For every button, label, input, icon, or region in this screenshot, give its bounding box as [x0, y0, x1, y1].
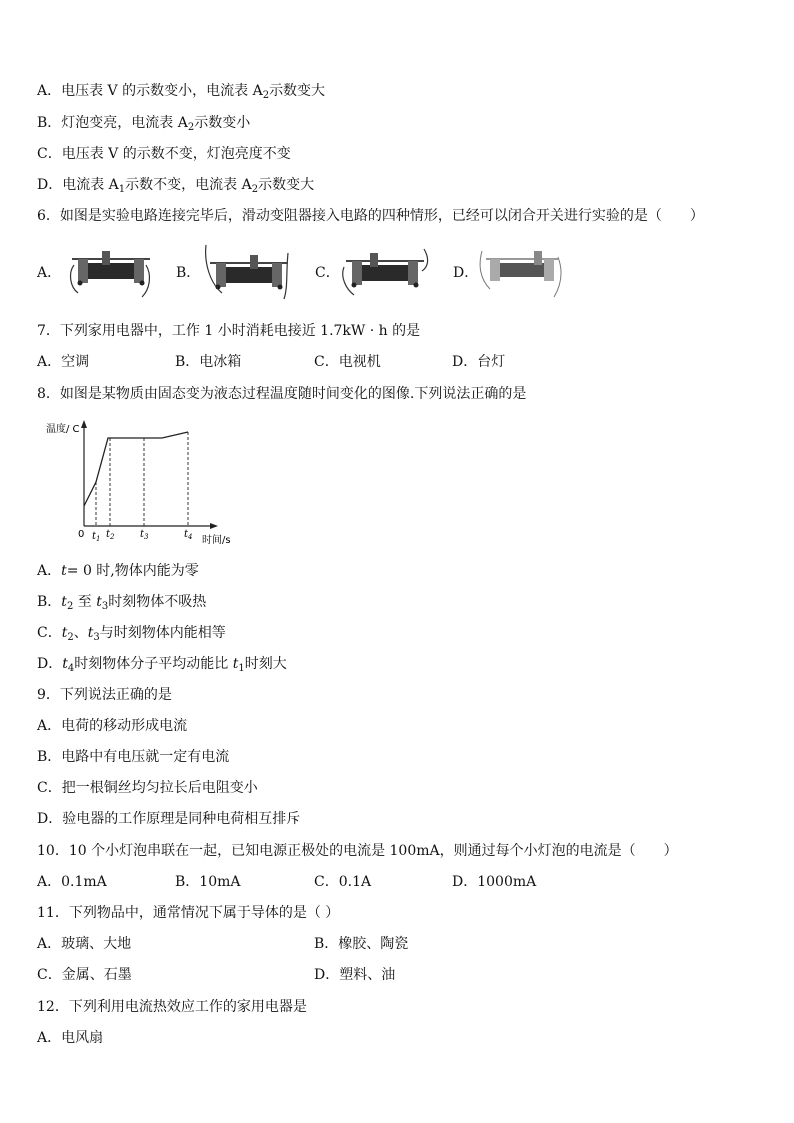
tick-t1: $t_1$ [92, 531, 101, 543]
q9-option-a: A．电荷的移动形成电流 [37, 718, 188, 734]
q11-option-c: C．金属、石墨 [37, 967, 132, 983]
q9-option-d: D．验电器的工作原理是同种电荷相互排斥 [37, 811, 301, 827]
q6-label-a: A． [37, 265, 62, 281]
q10-option-b: B．10mA [175, 874, 241, 890]
q6-label-d: D． [453, 265, 479, 281]
graph-x-label: 时间/s [202, 535, 231, 546]
rheostat-image-b [202, 243, 292, 301]
q7-option-a: A．空调 [37, 354, 90, 370]
q8-option-a: A．t= 0 时,物体内能为零 [37, 563, 199, 579]
q9-option-c: C．把一根铜丝均匀拉长后电阻变小 [37, 780, 258, 796]
q8-option-d: D．$t_4$时刻物体分子平均动能比 $t_1$时刻大 [37, 656, 287, 674]
q11-stem: 11．下列物品中，通常情况下属于导体的是（ ） [37, 905, 340, 921]
q10-option-c: C．0.1A [314, 874, 372, 890]
q7-stem: 7．下列家用电器中，工作 1 小时消耗电接近 1.7kW · h 的是 [37, 323, 421, 339]
q6-label-c: C． [315, 265, 340, 281]
q8-stem: 8．如图是某物质由固态变为液态过程温度随时间变化的图像.下列说法正确的是 [37, 386, 527, 402]
q5-option-d: D．电流表 $A_1$示数不变，电流表 $A_2$示数变大 [37, 177, 315, 195]
q12-option-a: A．电风扇 [37, 1030, 104, 1046]
q10-option-a: A．0.1mA [37, 874, 107, 890]
q8-option-c: C．$t_2$、$t_3$与时刻物体内能相等 [37, 625, 226, 643]
q6-label-b: B． [176, 265, 201, 281]
q11-option-a: A．玻璃、大地 [37, 936, 132, 952]
q9-stem: 9．下列说法正确的是 [37, 687, 172, 703]
tick-t2: $t_2$ [106, 529, 115, 541]
q7-option-d: D．台灯 [452, 354, 506, 370]
q9-option-b: B．电路中有电压就一定有电流 [37, 749, 230, 765]
q11-option-b: B．橡胶、陶瓷 [314, 936, 409, 952]
rheostat-image-c [340, 243, 430, 301]
temperature-curve [84, 432, 188, 506]
q7-option-c: C．电视机 [314, 354, 381, 370]
rheostat-image-a [66, 243, 156, 301]
q6-stem: 6．如图是实验电路连接完毕后，滑动变阻器接入电路的四种情形，已经可以闭合开关进行实验的是（ ） [37, 208, 704, 224]
graph-origin: 0 [78, 529, 85, 540]
q8-option-b: B．$t_2$ 至 $t_3$时刻物体不吸热 [37, 594, 207, 612]
q10-option-d: D．1000mA [452, 874, 537, 890]
tick-t4: $t_4$ [184, 529, 193, 541]
q5-option-a: A．电压表 V 的示数变小，电流表 $A_2$示数变大 [37, 83, 326, 101]
q7-option-b: B．电冰箱 [175, 354, 242, 370]
graph-y-label: 温度/ C [46, 424, 80, 435]
rheostat-image-d [476, 243, 566, 301]
q12-stem: 12．下列利用电流热效应工作的家用电器是 [37, 999, 307, 1015]
q10-stem: 10．10 个小灯泡串联在一起，已知电源正极处的电流是 100mA，则通过每个小灯泡的电流是（ ） [37, 843, 678, 859]
q11-option-d: D．塑料、油 [314, 967, 396, 983]
tick-t3: $t_3$ [140, 529, 149, 541]
q5-option-b: B．灯泡变亮，电流表 $A_2$示数变小 [37, 115, 251, 133]
y-axis-arrow [81, 420, 87, 428]
x-axis-arrow [210, 523, 218, 529]
temperature-time-graph [44, 416, 244, 550]
q5-option-c: C．电压表 V 的示数不变，灯泡亮度不变 [37, 146, 291, 162]
